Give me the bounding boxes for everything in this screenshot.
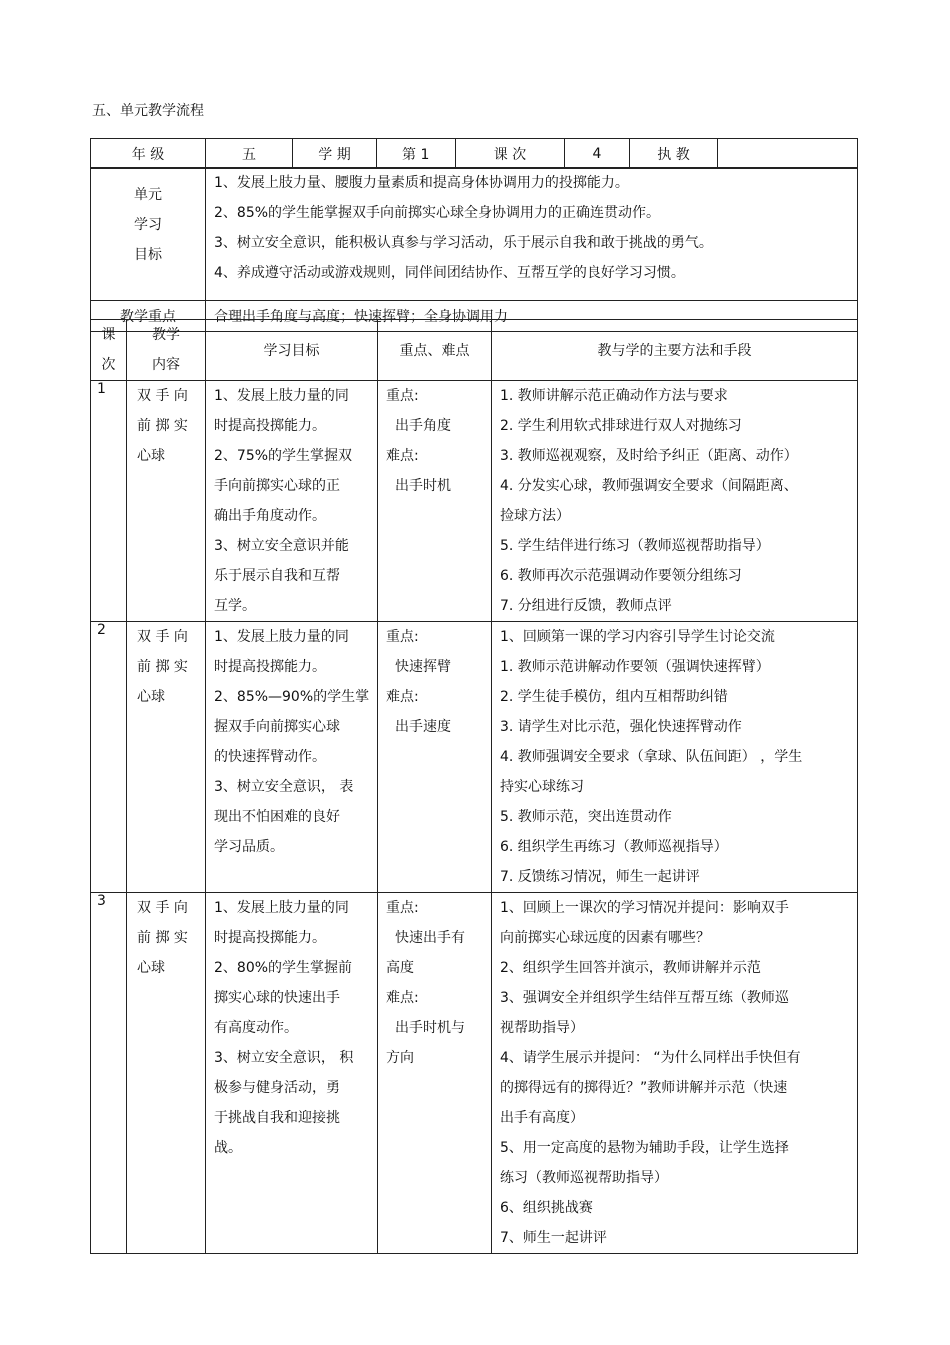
key-points-label: 教学重点 xyxy=(91,301,206,332)
info-row-table xyxy=(90,138,858,169)
section-heading: 五、单元教学流程 xyxy=(92,103,204,119)
header-content: 教学 内容 xyxy=(127,320,206,381)
lesson-no: 2 xyxy=(91,622,127,893)
lesson-methods: 1、回顾第一课的学习内容引导学生讨论交流 1. 教师示范讲解动作要领（强调快速挥臂） 2. 学生徒手模仿，组内互相帮助纠错 3. 请学生对比示范，强化快速挥臂动作 4. 教师强调安全要求（拿球、队伍间距） ，学生 持实心球练习 5. 教师示范，突出连贯动作 6. 组织学生再练习（教师巡视指导） 7. 反馈练习情况，师生一起讲评 xyxy=(492,622,858,893)
table-header-row xyxy=(91,320,858,381)
lesson-no: 1 xyxy=(91,381,127,622)
lesson-focus: 重点: 出手角度 难点: 出手时机 xyxy=(378,381,492,622)
header-focus: 重点、难点 xyxy=(378,320,492,381)
term-value: 第 1 xyxy=(377,139,456,169)
lessons-table xyxy=(90,319,858,1254)
lesson-methods: 1. 教师讲解示范正确动作方法与要求 2. 学生利用软式排球进行双人对抛练习 3. 教师巡视观察，及时给予纠正（距离、动作） 4. 分发实心球，教师强调安全要求（间隔距离、 捡球方法） 5. 学生结伴进行练习（教师巡视帮助指导） 6. 教师再次示范强调动作要领分组练习 7. 分组进行反馈，教师点评 xyxy=(492,381,858,622)
lesson-content: 双 手 向 前 掷 实 心球 xyxy=(127,622,206,893)
unit-goal-item: 3、树立安全意识，能积极认真参与学习活动，乐于展示自我和敢于挑战的勇气。 xyxy=(214,235,713,251)
key-points-text: 合理出手角度与高度；快速挥臂；全身协调用力 xyxy=(206,301,858,332)
unit-goal-item: 1、发展上肢力量、腰腹力量素质和提高身体协调用力的投掷能力。 xyxy=(214,175,629,191)
lessons-value: 4 xyxy=(565,139,630,169)
lesson-focus: 重点: 快速出手有 高度 难点: 出手时机与 方向 xyxy=(378,893,492,1254)
table-row xyxy=(91,381,858,622)
unit-goals-list xyxy=(206,168,858,301)
header-goals: 学习目标 xyxy=(206,320,378,381)
lesson-goals: 1、发展上肢力量的同 时提高投掷能力。 2、75%的学生掌握双 手向前掷实心球的正 确出手角度动作。 3、树立安全意识并能 乐于展示自我和互帮 互学。 xyxy=(206,381,378,622)
lesson-content: 双 手 向 前 掷 实 心球 xyxy=(127,893,206,1254)
unit-goal-item: 2、85%的学生能掌握双手向前掷实心球全身协调用力的正确连贯动作。 xyxy=(214,205,661,221)
lesson-focus: 重点: 快速挥臂 难点: 出手速度 xyxy=(378,622,492,893)
header-methods: 教与学的主要方法和手段 xyxy=(492,320,858,381)
unit-goals-table xyxy=(90,167,858,332)
table-row xyxy=(91,893,858,1254)
teacher-value xyxy=(718,139,858,169)
lessons-label: 课 次 xyxy=(456,139,565,169)
lesson-no: 3 xyxy=(91,893,127,1254)
table-row xyxy=(91,622,858,893)
unit-goals-label: 单元 学习 目标 xyxy=(91,168,206,301)
grade-value: 五 xyxy=(206,139,293,169)
term-label: 学 期 xyxy=(293,139,377,169)
teacher-label: 执 教 xyxy=(630,139,718,169)
grade-label: 年 级 xyxy=(91,139,206,169)
unit-goal-item: 4、养成遵守活动或游戏规则，同伴间团结协作、互帮互学的良好学习习惯。 xyxy=(214,265,685,281)
lesson-goals: 1、发展上肢力量的同 时提高投掷能力。 2、80%的学生掌握前 掷实心球的快速出手 有高度动作。 3、树立安全意识， 积 极参与健身活动，勇 于挑战自我和迎接挑 战。 xyxy=(206,893,378,1254)
lesson-methods: 1、回顾上一课次的学习情况并提问：影响双手 向前掷实心球远度的因素有哪些？ 2、组织学生回答并演示，教师讲解并示范 3、强调安全并组织学生结伴互帮互练（教师巡 视帮助指导） 4、请学生展示并提问： “为什么同样出手快但有 的掷得远有的掷得近？”教师讲解并示范（快速 出手有高度） 5、用一定高度的悬物为辅助手段，让学生选择 练习（教师巡视帮助指导） 6、组织挑战赛 7、师生一起讲评 xyxy=(492,893,858,1254)
header-lesson-no: 课 次 xyxy=(91,320,127,381)
lesson-goals: 1、发展上肢力量的同 时提高投掷能力。 2、85%—90%的学生掌 握双手向前掷实心球 的快速挥臂动作。 3、树立安全意识， 表 现出不怕困难的良好 学习品质。 xyxy=(206,622,378,893)
lesson-content: 双 手 向 前 掷 实 心球 xyxy=(127,381,206,622)
